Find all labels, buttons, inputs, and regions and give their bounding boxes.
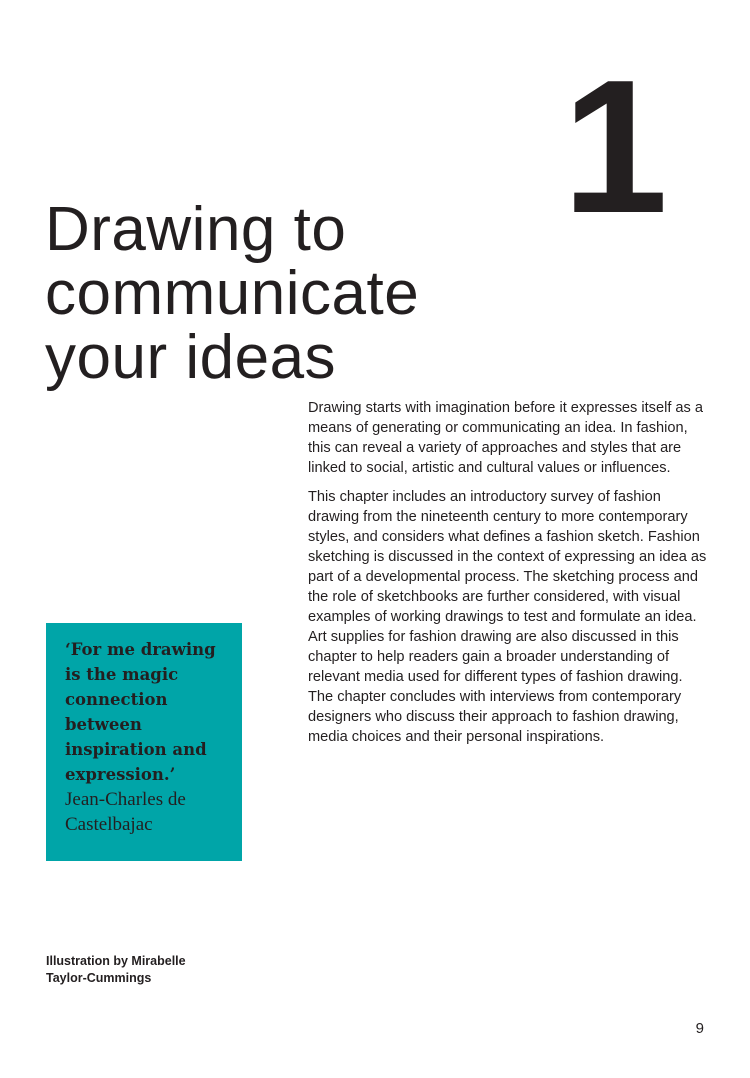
- chapter-title-line: Drawing to: [45, 195, 347, 264]
- pull-quote-text: ‘For me drawing is the magic connection between inspiration and expression.’: [65, 640, 216, 784]
- chapter-intro-text: [308, 398, 710, 756]
- chapter-title-line: communicate: [45, 259, 420, 328]
- chapter-number: 1: [562, 41, 660, 253]
- illustration-credit-line: Taylor-Cummings: [46, 971, 152, 985]
- pull-quote-author: Jean-Charles de Castelbajac: [65, 789, 186, 835]
- illustration-credit: [46, 953, 266, 987]
- page-number: 9: [695, 1020, 704, 1037]
- chapter-title: [45, 195, 505, 392]
- illustration-credit-line: Illustration by Mirabelle: [46, 954, 186, 968]
- chapter-title-line: your ideas: [45, 323, 337, 392]
- intro-paragraph: Drawing starts with imagination before it expresses itself as a means of generating or communicating an idea. In fashion, this can reveal a variety of approaches and styles that are linked to social, artistic and cultural values or influences.: [308, 400, 704, 476]
- intro-paragraph: This chapter includes an introductory survey of fashion drawing from the nineteenth century to more contemporary styles, and considers what defines a fashion sketch. Fashion sketching is discussed in the context of expressing an idea as part of a developmental process. The sketching process and the role of sketchbooks are further considered, with visual examples of working drawings to test and formulate an idea. Art supplies for fashion drawing are also discussed in this chapter to help readers gain a broader understanding of relevant media used for different types of fashion drawing. The chapter concludes with interviews from contemporary designers who discuss their approach to fashion drawing, media choices and their personal inspirations.: [308, 489, 707, 745]
- pull-quote: [46, 623, 242, 861]
